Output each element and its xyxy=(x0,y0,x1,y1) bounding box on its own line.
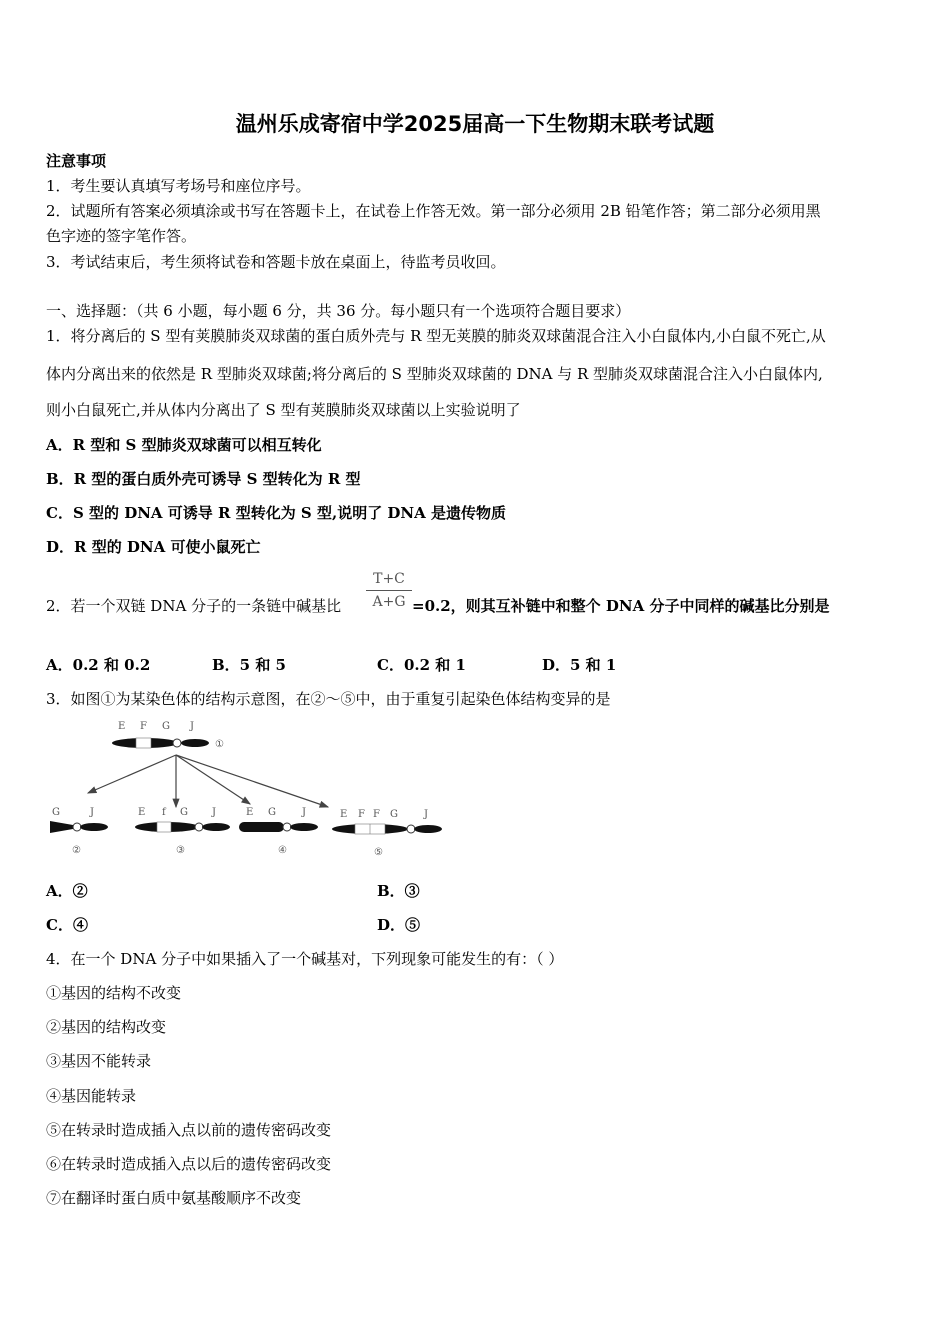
q2-option-a: A．0.2 和 0.2 xyxy=(46,656,151,674)
q1-line: 则小白鼠死亡,并从体内分离出了 S 型有荚膜肺炎双球菌以上实验说明了 xyxy=(46,401,521,419)
page-title: 温州乐成寄宿中学2025届高一下生物期末联考试题 xyxy=(235,112,715,136)
q4-stem: 4．在一个 DNA 分子中如果插入了一个碱基对，下列现象可能发生的有：（ ） xyxy=(46,950,564,968)
chromosome-3 xyxy=(135,807,230,856)
svg-text:G: G xyxy=(162,721,170,732)
q2-suffix: =0.2，则其互补链中和整个 DNA 分子中同样的碱基比分别是 xyxy=(412,597,830,615)
q4-item: ⑥在转录时造成插入点以后的遗传密码改变 xyxy=(46,1155,332,1173)
numerator: T+C xyxy=(373,571,405,587)
svg-text:J: J xyxy=(212,807,217,818)
denominator: A+G xyxy=(372,594,406,610)
chromosome-figure xyxy=(40,715,450,860)
svg-text:G: G xyxy=(52,807,60,818)
q4-item: ②基因的结构改变 xyxy=(46,1018,167,1036)
svg-text:J: J xyxy=(302,807,307,818)
q1-option-b: B．R 型的蛋白质外壳可诱导 S 型转化为 R 型 xyxy=(46,470,361,488)
notice-item: 色字迹的签字笔作答。 xyxy=(46,227,197,245)
q3-option-c: C．④ xyxy=(46,916,88,934)
svg-text:F: F xyxy=(373,809,380,820)
q1-option-c: C．S 型的 DNA 可诱导 R 型转化为 S 型,说明了 DNA 是遗传物质 xyxy=(46,504,507,522)
q3-option-b: B．③ xyxy=(377,882,420,900)
q4-item: ⑦在翻译时蛋白质中氨基酸顺序不改变 xyxy=(46,1189,302,1207)
svg-text:J: J xyxy=(190,721,195,732)
q1-option-d: D．R 型的 DNA 可使小鼠死亡 xyxy=(46,538,261,556)
q2-option-b: B．5 和 5 xyxy=(212,656,286,674)
svg-text:③: ③ xyxy=(176,845,185,856)
notice-item: 1．考生要认真填写考场号和座位序号。 xyxy=(46,177,311,195)
svg-text:F: F xyxy=(358,809,365,820)
q2-option-d: D．5 和 1 xyxy=(542,656,617,674)
q3-option-d: D．⑤ xyxy=(377,916,421,934)
svg-text:J: J xyxy=(90,807,95,818)
svg-text:G: G xyxy=(390,809,398,820)
notice-heading: 注意事项 xyxy=(46,152,107,170)
svg-text:J: J xyxy=(424,809,429,820)
chromosome-1 xyxy=(112,721,224,750)
chromosome-2 xyxy=(50,807,108,856)
svg-text:④: ④ xyxy=(278,845,287,856)
svg-text:G: G xyxy=(268,807,276,818)
q2-fraction xyxy=(366,570,412,611)
fraction-bar xyxy=(366,590,412,591)
svg-text:E: E xyxy=(340,809,348,820)
svg-text:E: E xyxy=(246,807,254,818)
svg-text:①: ① xyxy=(215,739,224,750)
notice-item: 2．试题所有答案必须填涂或书写在答题卡上，在试卷上作答无效。第一部分必须用 2B 铅笔作答；第二部分必须用黑 xyxy=(46,202,821,220)
q3-option-a: A．② xyxy=(46,882,88,900)
q4-item: ④基因能转录 xyxy=(46,1087,137,1105)
svg-text:G: G xyxy=(180,807,188,818)
svg-text:E: E xyxy=(118,721,126,732)
q4-item: ①基因的结构不改变 xyxy=(46,984,182,1002)
svg-text:F: F xyxy=(140,721,147,732)
arrows xyxy=(88,755,328,807)
q3-stem: 3．如图①为某染色体的结构示意图，在②～⑤中，由于重复引起染色体结构变异的是 xyxy=(46,690,611,708)
chromosome-4 xyxy=(239,807,318,856)
q4-item: ⑤在转录时造成插入点以前的遗传密码改变 xyxy=(46,1121,332,1139)
q1-line: 1．将分离后的 S 型有荚膜肺炎双球菌的蛋白质外壳与 R 型无荚膜的肺炎双球菌混合注入小白鼠体内,小白鼠不死亡,从 xyxy=(46,327,826,345)
chromosome-5 xyxy=(332,809,442,858)
svg-text:②: ② xyxy=(72,845,81,856)
svg-text:⑤: ⑤ xyxy=(374,847,383,858)
q4-item: ③基因不能转录 xyxy=(46,1052,152,1070)
svg-text:E: E xyxy=(138,807,146,818)
q2-prefix: 2．若一个双链 DNA 分子的一条链中碱基比 xyxy=(46,597,342,615)
section-heading: 一、选择题：（共 6 小题，每小题 6 分，共 36 分。每小题只有一个选项符合题目要求） xyxy=(46,302,631,320)
svg-text:f: f xyxy=(162,807,166,818)
q2-option-c: C．0.2 和 1 xyxy=(377,656,466,674)
notice-item: 3．考试结束后，考生须将试卷和答题卡放在桌面上，待监考员收回。 xyxy=(46,253,506,271)
q1-line: 体内分离出来的依然是 R 型肺炎双球菌;将分离后的 S 型肺炎双球菌的 DNA 与 R 型肺炎双球菌混合注入小白鼠体内, xyxy=(46,365,823,383)
q1-option-a: A．R 型和 S 型肺炎双球菌可以相互转化 xyxy=(46,436,322,454)
